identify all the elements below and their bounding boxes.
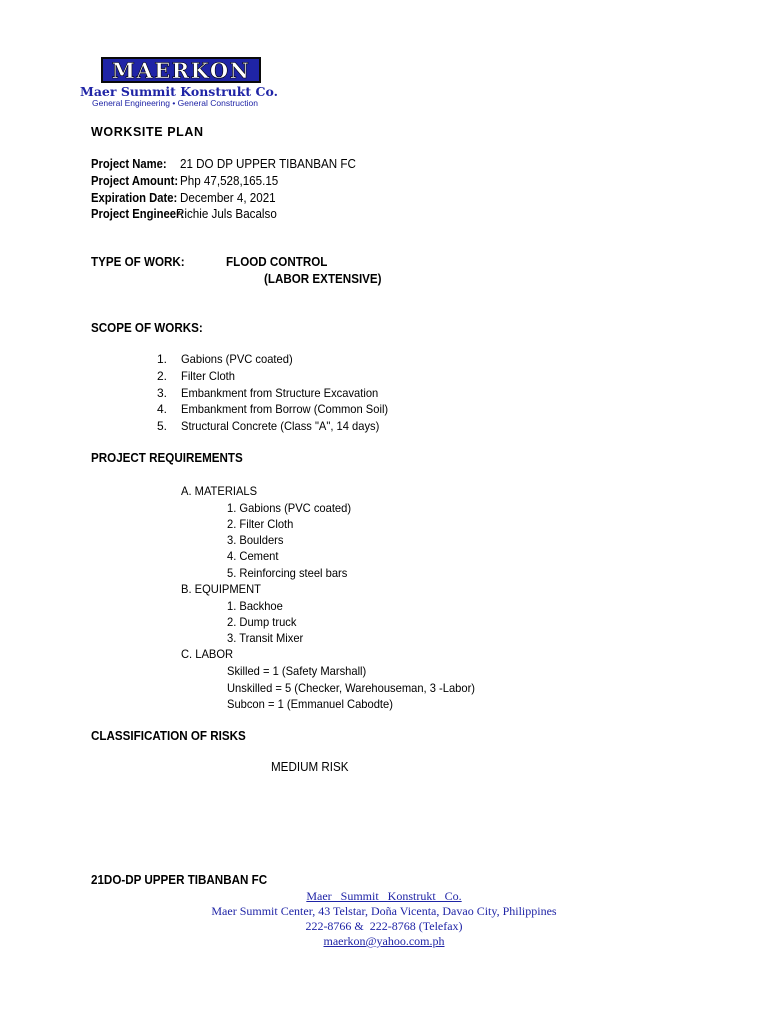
project-engineer-label: Project Engineer: — [91, 207, 185, 221]
material-item: 4. Cement — [227, 549, 279, 563]
expiration-date-value: December 4, 2021 — [180, 191, 276, 205]
footer-address: Maer Summit Center, 43 Telstar, Doña Vicenta, Davao City, Philippines — [211, 904, 557, 918]
scope-heading: SCOPE OF WORKS: — [91, 321, 203, 335]
logo-company-name: Maer Summit Konstrukt Co. — [80, 84, 278, 99]
labor-item: Subcon = 1 (Emmanuel Cabodte) — [227, 697, 393, 711]
project-amount-label: Project Amount: — [91, 174, 179, 188]
scope-item-number: 3. — [157, 386, 168, 400]
project-reference: 21DO-DP UPPER TIBANBAN FC — [91, 873, 268, 887]
page-title: WORKSITE PLAN — [91, 125, 204, 139]
material-item: 2. Filter Cloth — [227, 517, 294, 531]
scope-item: Filter Cloth — [181, 369, 235, 383]
labor-item: Unskilled = 5 (Checker, Warehouseman, 3 -Labor) — [227, 681, 476, 695]
type-of-work-value: FLOOD CONTROL — [226, 255, 328, 269]
logo-brand-text: MAERKON — [111, 57, 251, 83]
logo-tagline: General Engineering • General Construction — [92, 98, 258, 108]
scope-item-number: 1. — [157, 352, 168, 366]
risk-classification: MEDIUM RISK — [271, 760, 349, 774]
project-name-value: 21 DO DP UPPER TIBANBAN FC — [180, 157, 356, 171]
equipment-heading: B. EQUIPMENT — [181, 582, 261, 596]
equipment-item: 3. Transit Mixer — [227, 631, 304, 645]
expiration-date-label: Expiration Date: — [91, 191, 178, 205]
scope-item: Structural Concrete (Class "A", 14 days) — [181, 419, 380, 433]
footer-email-link[interactable]: maerkon@yahoo.com.ph — [323, 934, 445, 948]
project-name-label: Project Name: — [91, 157, 167, 171]
scope-item-number: 4. — [157, 402, 168, 416]
footer-phone: 222-8766 & 222-8768 (Telefax) — [305, 919, 463, 933]
equipment-item: 2. Dump truck — [227, 615, 297, 629]
equipment-item: 1. Backhoe — [227, 599, 283, 613]
footer-company-link[interactable]: Maer Summit Konstrukt Co. — [306, 889, 462, 903]
project-amount-value: Php 47,528,165.15 — [180, 174, 279, 188]
scope-item-number: 5. — [157, 419, 168, 433]
material-item: 3. Boulders — [227, 533, 284, 547]
company-logo — [101, 57, 261, 83]
scope-item: Embankment from Structure Excavation — [181, 386, 379, 400]
material-item: 5. Reinforcing steel bars — [227, 566, 348, 580]
scope-item-number: 2. — [157, 369, 168, 383]
type-of-work-detail: (LABOR EXTENSIVE) — [264, 272, 382, 286]
scope-item: Gabions (PVC coated) — [181, 352, 293, 366]
scope-item: Embankment from Borrow (Common Soil) — [181, 402, 389, 416]
labor-heading: C. LABOR — [181, 647, 234, 661]
material-item: 1. Gabions (PVC coated) — [227, 501, 352, 515]
materials-heading: A. MATERIALS — [181, 484, 258, 498]
risks-heading: CLASSIFICATION OF RISKS — [91, 729, 246, 743]
project-engineer-value: Richie Juls Bacalso — [176, 207, 277, 221]
requirements-heading: PROJECT REQUIREMENTS — [91, 451, 243, 465]
type-of-work-label: TYPE OF WORK: — [91, 255, 185, 269]
labor-item: Skilled = 1 (Safety Marshall) — [227, 664, 367, 678]
